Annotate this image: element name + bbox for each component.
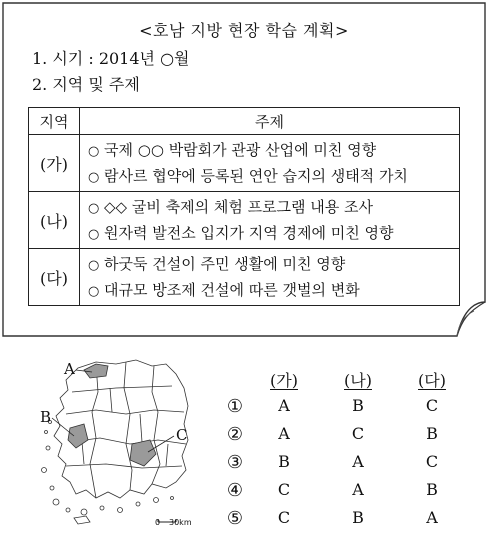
topic-item (88, 194, 451, 220)
topic-item (88, 220, 451, 246)
bullet-icon: ○ (88, 170, 100, 185)
choices-header (220, 368, 470, 396)
choice-value: A (352, 480, 364, 499)
bullet-icon: ○ (88, 144, 100, 159)
plan-region-topic-heading: 2. 지역 및 주제 (32, 75, 140, 94)
topics-cell (80, 192, 460, 249)
topics-cell (80, 249, 460, 306)
table-row (29, 135, 460, 192)
choice-value: C (425, 452, 439, 471)
map-label-c: C (176, 426, 188, 444)
choice-value: B (426, 424, 438, 443)
choices-header-ga: (가) (270, 371, 298, 390)
choice-option[interactable] (220, 508, 470, 536)
bullet-icon: ○ (88, 258, 100, 273)
plan-card (2, 2, 490, 338)
choice-option[interactable] (220, 396, 470, 424)
choice-number: ③ (226, 452, 244, 473)
bullet-icon: ○ (88, 227, 100, 242)
topic-text: 람사르 협약에 등록된 연안 습지의 생태적 가치 (104, 167, 408, 185)
choice-number: ① (226, 396, 244, 417)
plan-table (28, 107, 460, 306)
topic-item (88, 137, 451, 163)
choice-option[interactable] (220, 424, 470, 452)
topic-text: 하굿둑 건설이 주민 생활에 미친 영향 (104, 255, 346, 273)
region-column-header: 지역 (29, 108, 80, 135)
honam-map-graphic (26, 352, 196, 532)
honam-map (26, 352, 196, 532)
region-cell: (가) (29, 135, 80, 192)
choices-header-da: (다) (418, 371, 446, 390)
choice-number: ⑤ (226, 508, 244, 529)
choice-number: ② (226, 424, 244, 445)
choice-value: B (426, 480, 438, 499)
topic-item (88, 163, 451, 189)
plan-title: <호남 지방 현장 학습 계획> (139, 21, 349, 40)
map-label-b: B (40, 408, 52, 426)
choice-value: B (352, 396, 364, 415)
topic-column-header: 주제 (80, 108, 460, 135)
scale-zero-label: 0 (155, 518, 161, 527)
choice-option[interactable] (220, 480, 470, 508)
answer-choices (220, 368, 470, 536)
map-label-a: A (64, 360, 75, 378)
bullet-icon: ○ (88, 201, 100, 216)
choice-number: ④ (226, 480, 244, 501)
choice-value: C (425, 396, 439, 415)
topic-text: 국제 ○○ 박람회가 관광 산업에 미친 영향 (104, 141, 377, 159)
choice-value: C (277, 480, 291, 499)
bullet-icon: ○ (88, 284, 100, 299)
choice-option[interactable] (220, 452, 470, 480)
table-row (29, 192, 460, 249)
choice-value: A (278, 396, 290, 415)
region-cell: (다) (29, 249, 80, 306)
choice-value: C (351, 424, 365, 443)
choice-value: A (278, 424, 290, 443)
region-cell: (나) (29, 192, 80, 249)
table-row (29, 249, 460, 306)
topics-cell (80, 135, 460, 192)
choices-header-na: (나) (344, 371, 372, 390)
choice-value: A (426, 508, 438, 527)
choice-value: B (278, 452, 290, 471)
topic-item (88, 277, 451, 303)
choice-value: A (352, 452, 364, 471)
choice-value: B (352, 508, 364, 527)
topic-text: 대규모 방조제 건설에 따른 갯벌의 변화 (104, 281, 360, 299)
scale-distance-label: 30km (169, 518, 192, 527)
choice-value: C (277, 508, 291, 527)
topic-item (88, 251, 451, 277)
topic-text: 원자력 발전소 입지가 지역 경제에 미친 영향 (104, 224, 394, 242)
plan-period: 1. 시기 : 2014년 ○월 (32, 49, 190, 68)
topic-text: ◇◇ 굴비 축제의 체험 프로그램 내용 조사 (104, 198, 374, 216)
